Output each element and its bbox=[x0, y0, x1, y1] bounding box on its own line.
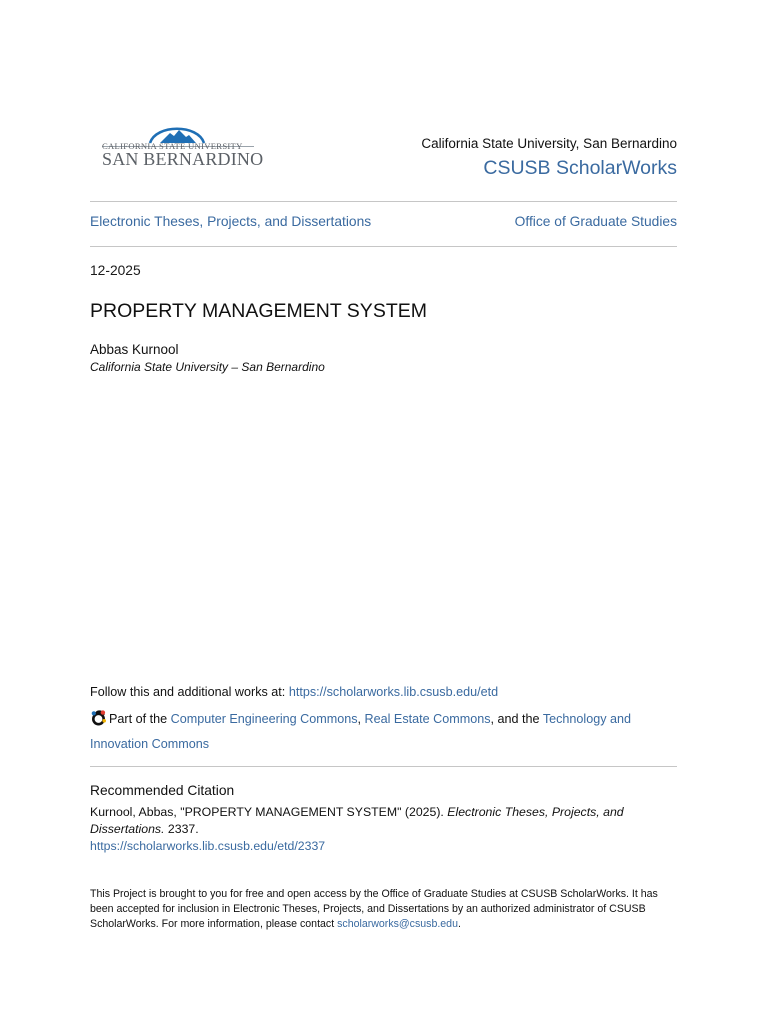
collection-link[interactable]: Electronic Theses, Projects, and Dissertations bbox=[90, 214, 372, 229]
follow-line bbox=[90, 685, 498, 699]
author-name: Abbas Kurnool bbox=[90, 342, 179, 357]
document-date: 12-2025 bbox=[90, 263, 141, 278]
access-notice-text: This Project is brought to you for free and open access by the Office of Graduate Studies at CSUSB ScholarWorks. It has been accepted for inclusion in Electronic Theses, Projects, and Dissertations by an authorized administrator of CSUSB ScholarWorks. For more information, please contact bbox=[90, 888, 658, 930]
repository-link[interactable]: CSUSB ScholarWorks bbox=[483, 157, 677, 179]
computer-engineering-commons-link[interactable]: Computer Engineering Commons bbox=[170, 712, 358, 726]
citation-heading: Recommended Citation bbox=[90, 783, 235, 798]
divider-citation bbox=[90, 766, 677, 767]
document-title: PROPERTY MANAGEMENT SYSTEM bbox=[90, 300, 427, 322]
follow-text: Follow this and additional works at: bbox=[90, 685, 289, 699]
access-notice-end: . bbox=[457, 918, 461, 930]
follow-url-link[interactable]: https://scholarworks.lib.csusb.edu/etd bbox=[288, 685, 499, 699]
office-link[interactable]: Office of Graduate Studies bbox=[514, 214, 677, 229]
part-of-line bbox=[90, 708, 650, 755]
access-notice bbox=[90, 887, 680, 932]
part-of-sep-1: , bbox=[357, 712, 365, 726]
part-of-prefix: Part of the bbox=[109, 712, 171, 726]
real-estate-commons-link[interactable]: Real Estate Commons bbox=[364, 712, 491, 726]
citation-number: 2337. bbox=[164, 822, 199, 836]
contact-email-link[interactable]: scholarworks@csusb.edu bbox=[337, 918, 458, 930]
citation-url-link[interactable]: https://scholarworks.lib.csusb.edu/etd/2337 bbox=[90, 839, 326, 853]
logo-line-university: CALIFORNIA STATE UNIVERSITY bbox=[102, 141, 243, 151]
university-logo[interactable] bbox=[100, 120, 264, 174]
institution-name: California State University, San Bernardino bbox=[421, 136, 677, 151]
divider-top bbox=[90, 201, 677, 202]
technology-innovation-commons-link[interactable]: Technology and Innovation Commons bbox=[90, 712, 632, 751]
citation-series: Electronic Theses, Projects, and Dissertations. bbox=[90, 805, 624, 836]
open-access-icon bbox=[90, 709, 107, 733]
logo-line-campus: SAN BERNARDINO bbox=[102, 149, 264, 169]
citation-body: Kurnool, Abbas, "PROPERTY MANAGEMENT SYSTEM" (2025). bbox=[90, 805, 448, 819]
part-of-sep-2: , and the bbox=[490, 712, 543, 726]
citation-text bbox=[90, 804, 650, 855]
divider-nav bbox=[90, 246, 677, 247]
author-affiliation: California State University – San Bernardino bbox=[90, 360, 325, 374]
